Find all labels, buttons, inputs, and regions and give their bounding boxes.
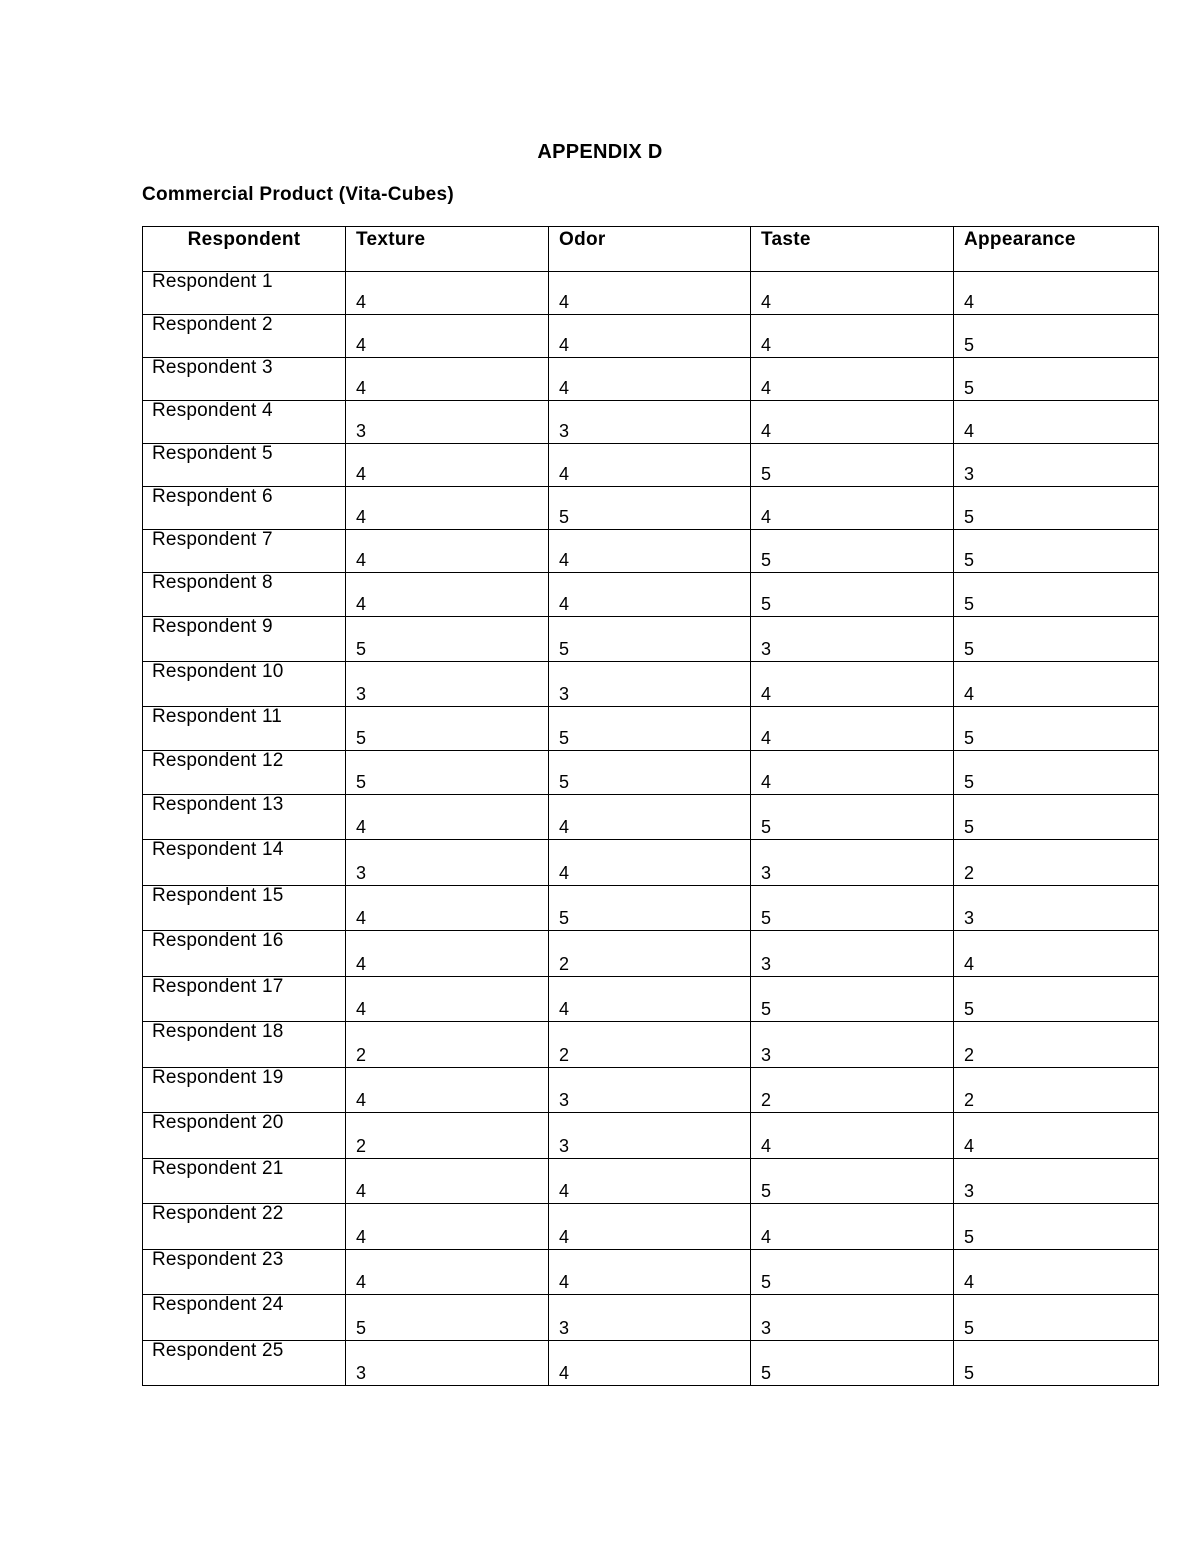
odor-score: 4 bbox=[559, 999, 570, 1019]
texture-score: 2 bbox=[356, 1136, 367, 1156]
header-respondent-label: Respondent bbox=[187, 229, 301, 250]
table-cell-texture bbox=[346, 1341, 549, 1386]
table-row bbox=[143, 1068, 1159, 1113]
respondent-label: Respondent 25 bbox=[152, 1340, 284, 1361]
table-cell-texture bbox=[346, 1204, 549, 1250]
taste-score: 4 bbox=[761, 728, 772, 748]
table-cell-appearance bbox=[954, 707, 1159, 751]
table-cell-odor bbox=[549, 840, 751, 886]
table-row bbox=[143, 977, 1159, 1022]
table-cell-texture bbox=[346, 662, 549, 707]
taste-score: 5 bbox=[761, 550, 772, 570]
appearance-score: 4 bbox=[964, 421, 975, 441]
odor-score: 4 bbox=[559, 817, 570, 837]
taste-score: 5 bbox=[761, 464, 772, 484]
table-subtitle: Commercial Product (Vita-Cubes) bbox=[142, 184, 454, 205]
table-row bbox=[143, 1204, 1159, 1250]
table-cell-texture bbox=[346, 1159, 549, 1204]
texture-score: 4 bbox=[356, 817, 367, 837]
table-cell-appearance bbox=[954, 886, 1159, 931]
respondent-label: Respondent 13 bbox=[152, 794, 284, 815]
odor-score: 3 bbox=[559, 1318, 570, 1338]
texture-score: 3 bbox=[356, 863, 367, 883]
texture-score: 4 bbox=[356, 464, 367, 484]
table-cell-texture bbox=[346, 886, 549, 931]
taste-score: 3 bbox=[761, 863, 772, 883]
taste-score: 5 bbox=[761, 594, 772, 614]
table-cell-appearance bbox=[954, 358, 1159, 401]
odor-score: 4 bbox=[559, 1181, 570, 1201]
respondent-label: Respondent 5 bbox=[152, 443, 273, 464]
table-cell-texture bbox=[346, 358, 549, 401]
table-cell-appearance bbox=[954, 315, 1159, 358]
taste-score: 3 bbox=[761, 1045, 772, 1065]
table-row bbox=[143, 315, 1159, 358]
odor-score: 4 bbox=[559, 594, 570, 614]
respondent-label: Respondent 9 bbox=[152, 616, 273, 637]
header-odor-label: Odor bbox=[559, 229, 606, 250]
respondent-label: Respondent 7 bbox=[152, 529, 273, 550]
table-row bbox=[143, 1295, 1159, 1341]
table-row bbox=[143, 272, 1159, 315]
taste-score: 4 bbox=[761, 1227, 772, 1247]
table-row bbox=[143, 358, 1159, 401]
texture-score: 3 bbox=[356, 684, 367, 704]
table-cell-odor bbox=[549, 401, 751, 444]
table-cell-odor bbox=[549, 573, 751, 617]
table-cell-texture bbox=[346, 487, 549, 530]
header-appearance bbox=[954, 227, 1159, 272]
appearance-score: 2 bbox=[964, 863, 975, 883]
appearance-score: 5 bbox=[964, 335, 975, 355]
table-cell-texture bbox=[346, 272, 549, 315]
table-cell-respondent bbox=[143, 977, 346, 1022]
table-cell-appearance bbox=[954, 573, 1159, 617]
odor-score: 5 bbox=[559, 908, 570, 928]
table-cell-texture bbox=[346, 707, 549, 751]
table-cell-taste bbox=[751, 530, 954, 573]
texture-score: 4 bbox=[356, 507, 367, 527]
texture-score: 4 bbox=[356, 954, 367, 974]
table-cell-odor bbox=[549, 977, 751, 1022]
table-cell-taste bbox=[751, 707, 954, 751]
respondent-label: Respondent 24 bbox=[152, 1294, 284, 1315]
texture-score: 5 bbox=[356, 639, 367, 659]
appearance-score: 3 bbox=[964, 1181, 975, 1201]
table-cell-odor bbox=[549, 272, 751, 315]
taste-score: 5 bbox=[761, 1363, 772, 1383]
respondent-label: Respondent 14 bbox=[152, 839, 284, 860]
header-texture-label: Texture bbox=[356, 229, 426, 250]
table-row bbox=[143, 751, 1159, 795]
respondent-label: Respondent 3 bbox=[152, 357, 273, 378]
taste-score: 5 bbox=[761, 817, 772, 837]
appearance-score: 2 bbox=[964, 1090, 975, 1110]
taste-score: 4 bbox=[761, 507, 772, 527]
appearance-score: 3 bbox=[964, 908, 975, 928]
table-cell-respondent bbox=[143, 795, 346, 840]
appearance-score: 5 bbox=[964, 594, 975, 614]
table-cell-respondent bbox=[143, 1159, 346, 1204]
table-cell-appearance bbox=[954, 662, 1159, 707]
taste-score: 3 bbox=[761, 639, 772, 659]
odor-score: 3 bbox=[559, 1090, 570, 1110]
header-appearance-label: Appearance bbox=[964, 229, 1076, 250]
respondent-label: Respondent 4 bbox=[152, 400, 273, 421]
table-cell-taste bbox=[751, 401, 954, 444]
respondent-label: Respondent 11 bbox=[152, 706, 283, 727]
table-cell-appearance bbox=[954, 401, 1159, 444]
respondent-label: Respondent 15 bbox=[152, 885, 284, 906]
texture-score: 4 bbox=[356, 999, 367, 1019]
table-cell-appearance bbox=[954, 1295, 1159, 1341]
table-row bbox=[143, 1341, 1159, 1386]
texture-score: 4 bbox=[356, 594, 367, 614]
appearance-score: 4 bbox=[964, 684, 975, 704]
table-cell-respondent bbox=[143, 1022, 346, 1068]
appearance-score: 5 bbox=[964, 378, 975, 398]
texture-score: 4 bbox=[356, 292, 367, 312]
table-cell-odor bbox=[549, 1204, 751, 1250]
table-cell-respondent bbox=[143, 272, 346, 315]
header-taste-label: Taste bbox=[761, 229, 811, 250]
table-cell-respondent bbox=[143, 617, 346, 662]
respondent-label: Respondent 12 bbox=[152, 750, 284, 771]
appearance-score: 5 bbox=[964, 728, 975, 748]
respondent-label: Respondent 21 bbox=[152, 1158, 284, 1179]
appearance-score: 4 bbox=[964, 1136, 975, 1156]
table-cell-taste bbox=[751, 931, 954, 977]
table-cell-appearance bbox=[954, 487, 1159, 530]
table-cell-texture bbox=[346, 795, 549, 840]
texture-score: 4 bbox=[356, 335, 367, 355]
respondent-label: Respondent 2 bbox=[152, 314, 273, 335]
table-cell-respondent bbox=[143, 751, 346, 795]
table-cell-texture bbox=[346, 977, 549, 1022]
table-cell-appearance bbox=[954, 617, 1159, 662]
odor-score: 4 bbox=[559, 464, 570, 484]
texture-score: 4 bbox=[356, 1227, 367, 1247]
table-row bbox=[143, 1159, 1159, 1204]
table-cell-texture bbox=[346, 530, 549, 573]
table-cell-odor bbox=[549, 1159, 751, 1204]
table-cell-taste bbox=[751, 840, 954, 886]
appearance-score: 5 bbox=[964, 550, 975, 570]
table-cell-appearance bbox=[954, 1068, 1159, 1113]
table-row bbox=[143, 840, 1159, 886]
appearance-score: 5 bbox=[964, 817, 975, 837]
table-cell-texture bbox=[346, 751, 549, 795]
odor-score: 4 bbox=[559, 1272, 570, 1292]
respondent-label: Respondent 17 bbox=[152, 976, 284, 997]
taste-score: 4 bbox=[761, 684, 772, 704]
odor-score: 4 bbox=[559, 550, 570, 570]
table-cell-odor bbox=[549, 662, 751, 707]
taste-score: 3 bbox=[761, 1318, 772, 1338]
table-cell-odor bbox=[549, 1022, 751, 1068]
table-cell-taste bbox=[751, 487, 954, 530]
respondent-label: Respondent 22 bbox=[152, 1203, 284, 1224]
table-cell-taste bbox=[751, 573, 954, 617]
odor-score: 4 bbox=[559, 335, 570, 355]
table-cell-respondent bbox=[143, 1204, 346, 1250]
taste-score: 5 bbox=[761, 1272, 772, 1292]
taste-score: 5 bbox=[761, 1181, 772, 1201]
table-cell-respondent bbox=[143, 662, 346, 707]
table-cell-respondent bbox=[143, 886, 346, 931]
texture-score: 4 bbox=[356, 1181, 367, 1201]
table-cell-odor bbox=[549, 795, 751, 840]
odor-score: 3 bbox=[559, 421, 570, 441]
table-cell-odor bbox=[549, 1250, 751, 1295]
table-cell-odor bbox=[549, 886, 751, 931]
table-cell-texture bbox=[346, 1295, 549, 1341]
table-row bbox=[143, 487, 1159, 530]
table-cell-respondent bbox=[143, 1250, 346, 1295]
table-cell-taste bbox=[751, 1113, 954, 1159]
table-cell-respondent bbox=[143, 315, 346, 358]
table-cell-respondent bbox=[143, 358, 346, 401]
taste-score: 5 bbox=[761, 999, 772, 1019]
odor-score: 4 bbox=[559, 378, 570, 398]
table-cell-odor bbox=[549, 931, 751, 977]
table-row bbox=[143, 1113, 1159, 1159]
table-cell-taste bbox=[751, 1341, 954, 1386]
table-cell-taste bbox=[751, 662, 954, 707]
appearance-score: 5 bbox=[964, 772, 975, 792]
table-header-row bbox=[143, 227, 1159, 272]
table-row bbox=[143, 1022, 1159, 1068]
texture-score: 3 bbox=[356, 421, 367, 441]
table-cell-texture bbox=[346, 1068, 549, 1113]
table-cell-appearance bbox=[954, 1159, 1159, 1204]
appearance-score: 5 bbox=[964, 1227, 975, 1247]
table-cell-respondent bbox=[143, 707, 346, 751]
table-cell-respondent bbox=[143, 1295, 346, 1341]
table-cell-respondent bbox=[143, 487, 346, 530]
table-cell-texture bbox=[346, 315, 549, 358]
odor-score: 2 bbox=[559, 954, 570, 974]
table-cell-odor bbox=[549, 707, 751, 751]
table-row bbox=[143, 573, 1159, 617]
table-cell-respondent bbox=[143, 1113, 346, 1159]
table-cell-respondent bbox=[143, 840, 346, 886]
table-cell-odor bbox=[549, 617, 751, 662]
odor-score: 3 bbox=[559, 1136, 570, 1156]
table-row bbox=[143, 795, 1159, 840]
taste-score: 5 bbox=[761, 908, 772, 928]
table-cell-appearance bbox=[954, 795, 1159, 840]
odor-score: 2 bbox=[559, 1045, 570, 1065]
table-cell-taste bbox=[751, 315, 954, 358]
scores-table bbox=[142, 226, 1159, 1386]
table-cell-taste bbox=[751, 1250, 954, 1295]
table-row bbox=[143, 617, 1159, 662]
table-cell-odor bbox=[549, 1068, 751, 1113]
appearance-score: 5 bbox=[964, 999, 975, 1019]
respondent-label: Respondent 19 bbox=[152, 1067, 284, 1088]
table-cell-appearance bbox=[954, 1022, 1159, 1068]
table-cell-appearance bbox=[954, 444, 1159, 487]
table-cell-appearance bbox=[954, 1341, 1159, 1386]
table-cell-appearance bbox=[954, 1204, 1159, 1250]
table-row bbox=[143, 886, 1159, 931]
table-cell-appearance bbox=[954, 751, 1159, 795]
table-cell-respondent bbox=[143, 1341, 346, 1386]
table-cell-texture bbox=[346, 840, 549, 886]
table-cell-taste bbox=[751, 1022, 954, 1068]
table-cell-odor bbox=[549, 487, 751, 530]
appearance-score: 4 bbox=[964, 292, 975, 312]
taste-score: 4 bbox=[761, 1136, 772, 1156]
taste-score: 4 bbox=[761, 378, 772, 398]
appearance-score: 5 bbox=[964, 1363, 975, 1383]
table-cell-texture bbox=[346, 1022, 549, 1068]
table-row bbox=[143, 931, 1159, 977]
texture-score: 4 bbox=[356, 1090, 367, 1110]
table-cell-odor bbox=[549, 751, 751, 795]
appearance-score: 5 bbox=[964, 1318, 975, 1338]
table-cell-respondent bbox=[143, 573, 346, 617]
respondent-label: Respondent 18 bbox=[152, 1021, 284, 1042]
header-odor bbox=[549, 227, 751, 272]
table-cell-taste bbox=[751, 358, 954, 401]
table-row bbox=[143, 401, 1159, 444]
table-cell-taste bbox=[751, 795, 954, 840]
odor-score: 5 bbox=[559, 728, 570, 748]
page-title: APPENDIX D bbox=[537, 141, 663, 163]
taste-score: 4 bbox=[761, 421, 772, 441]
table-cell-taste bbox=[751, 751, 954, 795]
appearance-score: 3 bbox=[964, 464, 975, 484]
table-row bbox=[143, 530, 1159, 573]
odor-score: 4 bbox=[559, 292, 570, 312]
table-cell-respondent bbox=[143, 401, 346, 444]
header-taste bbox=[751, 227, 954, 272]
table-cell-respondent bbox=[143, 1068, 346, 1113]
table-cell-appearance bbox=[954, 1113, 1159, 1159]
taste-score: 3 bbox=[761, 954, 772, 974]
table-cell-respondent bbox=[143, 444, 346, 487]
odor-score: 5 bbox=[559, 772, 570, 792]
table-cell-appearance bbox=[954, 977, 1159, 1022]
table-cell-taste bbox=[751, 1159, 954, 1204]
respondent-label: Respondent 10 bbox=[152, 661, 284, 682]
texture-score: 4 bbox=[356, 1272, 367, 1292]
respondent-label: Respondent 20 bbox=[152, 1112, 284, 1133]
texture-score: 4 bbox=[356, 550, 367, 570]
respondent-label: Respondent 1 bbox=[152, 271, 273, 292]
odor-score: 5 bbox=[559, 507, 570, 527]
respondent-label: Respondent 6 bbox=[152, 486, 273, 507]
taste-score: 4 bbox=[761, 772, 772, 792]
table-cell-texture bbox=[346, 573, 549, 617]
table-row bbox=[143, 662, 1159, 707]
table-cell-taste bbox=[751, 977, 954, 1022]
appearance-score: 4 bbox=[964, 1272, 975, 1292]
table-body bbox=[143, 272, 1159, 1386]
header-respondent bbox=[143, 227, 346, 272]
table-cell-texture bbox=[346, 1250, 549, 1295]
table-cell-odor bbox=[549, 444, 751, 487]
appearance-score: 5 bbox=[964, 507, 975, 527]
table-cell-appearance bbox=[954, 931, 1159, 977]
table-cell-respondent bbox=[143, 530, 346, 573]
odor-score: 5 bbox=[559, 639, 570, 659]
table-cell-appearance bbox=[954, 840, 1159, 886]
texture-score: 5 bbox=[356, 772, 367, 792]
table-cell-odor bbox=[549, 530, 751, 573]
table-cell-texture bbox=[346, 444, 549, 487]
table-cell-taste bbox=[751, 1295, 954, 1341]
table-cell-appearance bbox=[954, 530, 1159, 573]
respondent-label: Respondent 8 bbox=[152, 572, 273, 593]
table-cell-odor bbox=[549, 1113, 751, 1159]
respondent-label: Respondent 16 bbox=[152, 930, 284, 951]
table-cell-odor bbox=[549, 1295, 751, 1341]
odor-score: 3 bbox=[559, 684, 570, 704]
table-cell-texture bbox=[346, 401, 549, 444]
header-texture bbox=[346, 227, 549, 272]
table-cell-respondent bbox=[143, 931, 346, 977]
table-cell-odor bbox=[549, 1341, 751, 1386]
table-cell-appearance bbox=[954, 272, 1159, 315]
taste-score: 2 bbox=[761, 1090, 772, 1110]
texture-score: 4 bbox=[356, 378, 367, 398]
table-cell-appearance bbox=[954, 1250, 1159, 1295]
table-cell-taste bbox=[751, 444, 954, 487]
appearance-score: 2 bbox=[964, 1045, 975, 1065]
table-row bbox=[143, 707, 1159, 751]
appearance-score: 4 bbox=[964, 954, 975, 974]
table-cell-texture bbox=[346, 1113, 549, 1159]
table-cell-texture bbox=[346, 931, 549, 977]
texture-score: 4 bbox=[356, 908, 367, 928]
table-cell-texture bbox=[346, 617, 549, 662]
table-row bbox=[143, 444, 1159, 487]
table-cell-taste bbox=[751, 1068, 954, 1113]
respondent-label: Respondent 23 bbox=[152, 1249, 284, 1270]
table-row bbox=[143, 1250, 1159, 1295]
table-cell-taste bbox=[751, 617, 954, 662]
odor-score: 4 bbox=[559, 863, 570, 883]
table-cell-odor bbox=[549, 315, 751, 358]
table-cell-taste bbox=[751, 1204, 954, 1250]
taste-score: 4 bbox=[761, 335, 772, 355]
table-cell-taste bbox=[751, 272, 954, 315]
texture-score: 5 bbox=[356, 1318, 367, 1338]
table-cell-taste bbox=[751, 886, 954, 931]
odor-score: 4 bbox=[559, 1363, 570, 1383]
taste-score: 4 bbox=[761, 292, 772, 312]
texture-score: 3 bbox=[356, 1363, 367, 1383]
odor-score: 4 bbox=[559, 1227, 570, 1247]
texture-score: 2 bbox=[356, 1045, 367, 1065]
appearance-score: 5 bbox=[964, 639, 975, 659]
texture-score: 5 bbox=[356, 728, 367, 748]
table-cell-odor bbox=[549, 358, 751, 401]
